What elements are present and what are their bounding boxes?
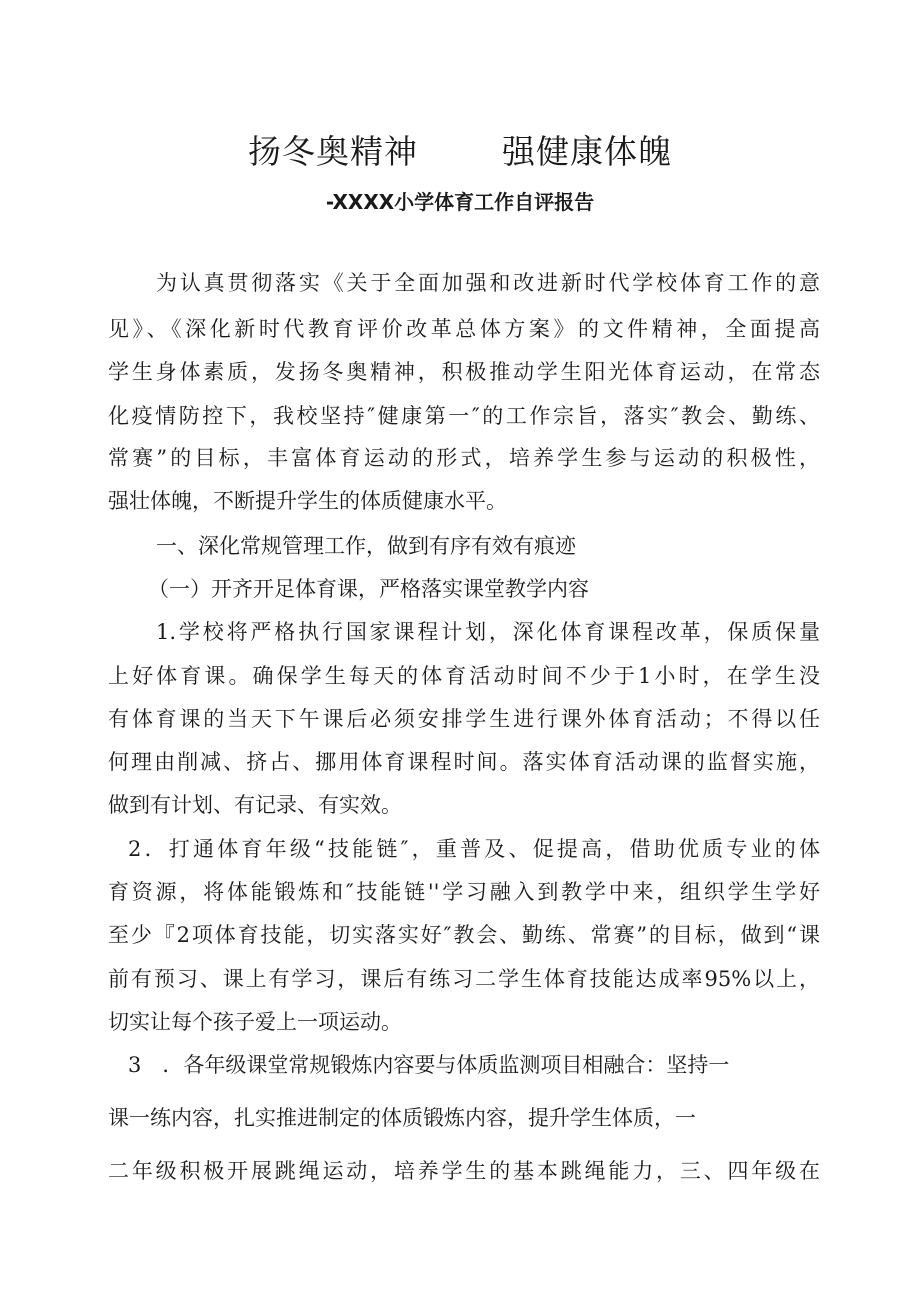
paragraph-line: 学生身体素质，发扬冬奥精神，积极推动学生阳光体育运动，在常态 bbox=[108, 360, 820, 384]
subsection-heading: （一）开齐开足体育课，严格落实课堂教学内容 bbox=[148, 577, 589, 601]
paragraph-line: 二年级积极开展跳绳运动，培养学生的基本跳绳能力，三、四年级在 bbox=[108, 1159, 820, 1183]
paragraph-line: 课一练内容，扎实推进制定的体质锻炼内容，提升学生体质，一 bbox=[108, 1106, 696, 1130]
paragraph-line: 化疫情防控下，我校坚持″健康第一″的工作宗旨，落实″教会、勤练、 bbox=[108, 404, 820, 428]
paragraph-line: 1.学校将严格执行国家课程计划，深化体育课程改革，保质保量 bbox=[156, 620, 820, 644]
paragraph-line: 2．打通体育年级“技能链″，重普及、促提高，借助优质专业的体 bbox=[128, 837, 820, 861]
section-heading: 一、深化常规管理工作，做到有序有效有痕迹 bbox=[156, 534, 576, 558]
page-subtitle: -XXXX小学体育工作自评报告 bbox=[325, 190, 595, 214]
paragraph-line: 做到有计划、有记录、有实效。 bbox=[108, 793, 402, 817]
paragraph-line: 何理由削减、挤占、挪用体育课程时间。落实体育活动课的监督实施， bbox=[108, 750, 820, 774]
paragraph-line: 为认真贯彻落实《关于全面加强和改进新时代学校体育工作的意 bbox=[156, 271, 820, 295]
paragraph-line: 3 ．各年级课堂常规锻炼内容要与体质监测项目相融合：坚持一 bbox=[128, 1053, 730, 1077]
title-part-2: 强健康体魄 bbox=[502, 132, 672, 171]
title-part-1: 扬冬奥精神 bbox=[248, 132, 418, 171]
page-title bbox=[0, 126, 920, 173]
paragraph-line: 至少『2项体育技能，切实落实好″教会、勤练、常赛”的目标，做到“课 bbox=[108, 923, 820, 947]
paragraph-line: 强壮体魄，不断提升学生的体质健康水平。 bbox=[108, 489, 507, 513]
paragraph-line: 育资源，将体能锻炼和″技能链''学习融入到教学中来，组织学生学好 bbox=[108, 880, 820, 904]
paragraph-line: 常赛”的目标，丰富体育运动的形式，培养学生参与运动的积极性， bbox=[108, 446, 820, 470]
paragraph-line: 见》、《深化新时代教育评价改革总体方案》的文件精神，全面提高 bbox=[108, 317, 820, 341]
paragraph-line: 前有预习、课上有学习，课后有练习二学生体育技能达成率95%以上， bbox=[108, 967, 820, 991]
paragraph-line: 有体育课的当天下午课后必须安排学生进行课外体育活动；不得以任 bbox=[108, 707, 820, 731]
paragraph-line: 切实让每个孩子爱上一项运动。 bbox=[108, 1010, 402, 1034]
paragraph-line: 上好体育课。确保学生每天的体育活动时间不少于1小时，在学生没 bbox=[108, 664, 820, 688]
